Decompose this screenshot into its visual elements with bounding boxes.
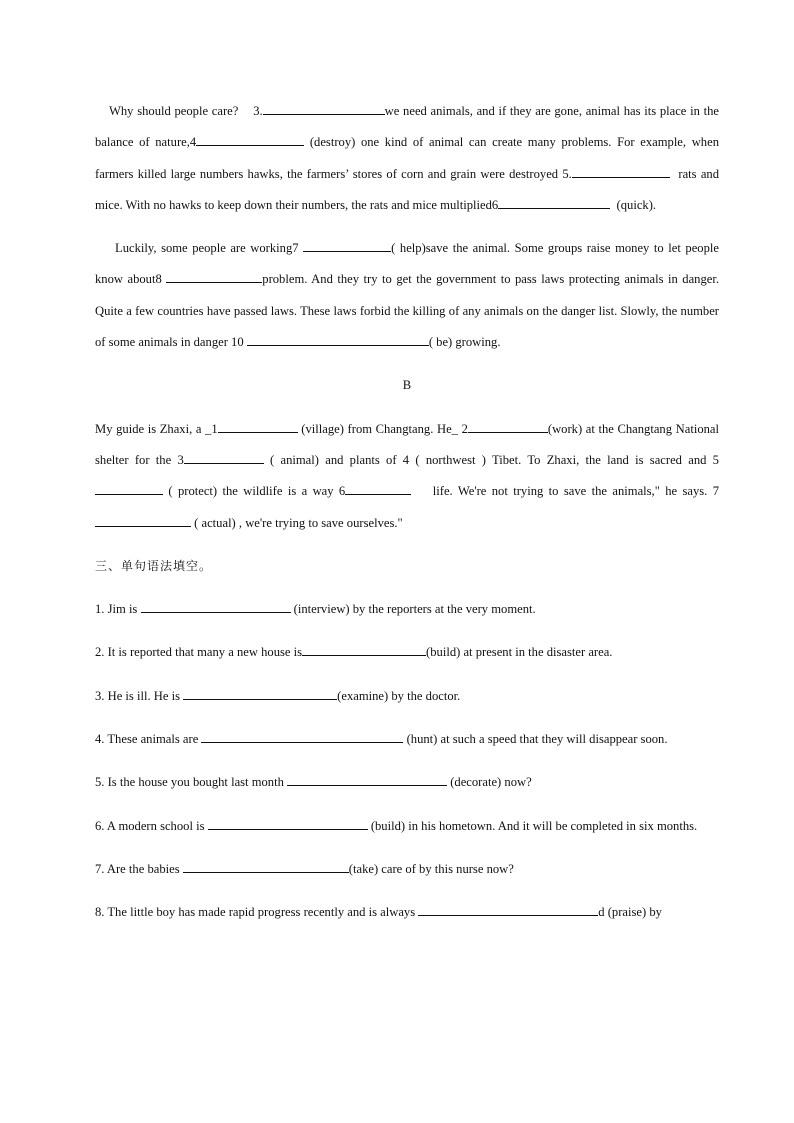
b-text-3: (work) at the Changtang National shelter for the 3 <box>95 421 720 467</box>
q6-blank[interactable] <box>208 817 368 830</box>
q5-text-b: (decorate) now? <box>450 775 532 790</box>
q8-text-b: d (praise) by <box>598 905 662 920</box>
p2-text-3: problem. And they try to get the government to pass laws protecting animals in danger. Quite a few countries have passed laws. These laws forbid the killing of any animals on the danger list. Slowly, the number of some animals in danger 10 <box>95 272 719 350</box>
passage-a-paragraph-1 <box>95 96 719 221</box>
p1-number-3: 3. <box>253 104 263 118</box>
question-2 <box>95 637 719 668</box>
p2-text-4: ( be) growing. <box>428 335 501 350</box>
q8-text-a: 8. The little boy has made rapid progress recently and is always <box>95 905 416 920</box>
q4-blank[interactable] <box>201 730 403 743</box>
q2-blank[interactable] <box>302 643 426 656</box>
b-blank-1[interactable] <box>218 420 298 433</box>
b-text-1: My guide is Zhaxi, a _1 <box>95 421 218 436</box>
p1-text-4: rats and mice. With no hawks to keep down their numbers, the rats and mice multiplied6 <box>95 166 720 212</box>
question-6 <box>95 811 719 842</box>
b-text-7: ( actual) , we're trying to save ourselves." <box>194 515 403 530</box>
q4-text-a: 4. These animals are <box>95 732 199 747</box>
passage-a-paragraph-2 <box>95 233 719 358</box>
question-4 <box>95 724 719 755</box>
question-8 <box>95 897 719 928</box>
q1-blank[interactable] <box>141 600 291 613</box>
b-blank-6[interactable] <box>345 482 411 495</box>
b-text-5: ( protect) the wildlife is a way 6 <box>168 484 346 499</box>
q3-text-a: 3. He is ill. He is <box>95 688 181 703</box>
section-3-heading: 三、单句语法填空。 <box>95 558 213 573</box>
b-text-2: (village) from Changtang. He_ 2 <box>301 421 468 436</box>
blank-6[interactable] <box>498 196 610 209</box>
p1-text-1: Why should people care? <box>109 104 239 118</box>
b-blank-2[interactable] <box>468 420 548 433</box>
blank-8[interactable] <box>166 270 262 283</box>
q8-blank[interactable] <box>418 903 598 916</box>
section-b-paragraph <box>95 414 719 539</box>
b-text-4: ( animal) and plants of 4 ( northwest ) Tibet. To Zhaxi, the land is sacred and 5 <box>270 452 719 467</box>
p1-text-3: (destroy) one kind of animal can create many problems. For example, when farmers killed large numbers hawks, the farmers’ stores of corn and grain were destroyed 5. <box>95 135 719 181</box>
p2-text-1: Luckily, some people are working7 <box>115 241 299 256</box>
b-text-6: life. We're not trying to save the animals," he says. 7 <box>432 484 720 499</box>
q6-text-a: 6. A modern school is <box>95 818 205 833</box>
q5-blank[interactable] <box>287 773 447 786</box>
question-3 <box>95 681 719 712</box>
blank-3[interactable] <box>263 102 385 115</box>
q3-text-b: (examine) by the doctor. <box>337 688 461 703</box>
q7-blank[interactable] <box>183 860 349 873</box>
q1-text-a: 1. Jim is <box>95 602 138 617</box>
q7-text-a: 7. Are the babies <box>95 861 180 876</box>
b-blank-7[interactable] <box>95 514 191 527</box>
b-blank-3[interactable] <box>184 451 264 464</box>
question-5 <box>95 767 719 798</box>
blank-10[interactable] <box>247 333 429 346</box>
blank-5[interactable] <box>572 165 670 178</box>
q1-text-b: (interview) by the reporters at the very moment. <box>293 602 536 617</box>
blank-4[interactable] <box>196 133 304 146</box>
q2-text-b: (build) at present in the disaster area. <box>426 645 613 660</box>
question-1 <box>95 594 719 625</box>
blank-7[interactable] <box>303 239 391 252</box>
q2-text-a: 2. It is reported that many a new house is <box>95 645 303 660</box>
q5-text-a: 5. Is the house you bought last month <box>95 775 284 790</box>
section-b-heading: B <box>402 378 412 393</box>
q6-text-b: (build) in his hometown. And it will be completed in six months. <box>370 818 698 833</box>
q7-text-b: (take) care of by this nurse now? <box>348 861 514 876</box>
b-blank-5[interactable] <box>95 482 163 495</box>
p1-text-2: we need animals, and if they are gone, animal has its place in the balance of nature,4 <box>95 104 719 150</box>
q4-text-b: (hunt) at such a speed that they will disappear soon. <box>406 732 668 747</box>
p1-text-5: (quick). <box>616 197 657 212</box>
question-7 <box>95 854 719 885</box>
q3-blank[interactable] <box>183 687 337 700</box>
worksheet-page <box>95 96 719 929</box>
p2-text-2: ( help)save the animal. Some groups raise money to let people know about8 <box>95 241 719 287</box>
